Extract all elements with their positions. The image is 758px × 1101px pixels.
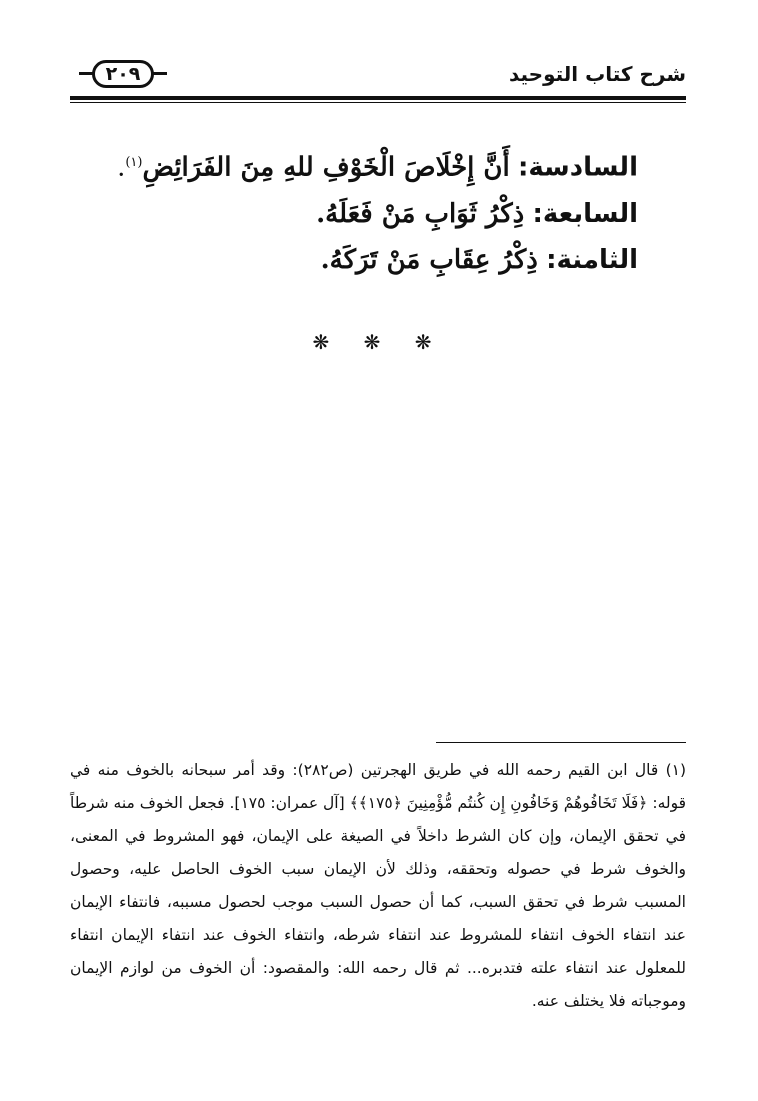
footnote-text: (١) قال ابن القيم رحمه الله في طريق الهجرتين (ص٢٨٢): وقد أمر سبحانه بالخوف منه في قوله: ﴿فَلَا تَخَافُوهُمْ وَخَافُونِ إِن كُنتُم مُّؤْمِنِينَ ﴿١٧٥﴾﴾ [آل عمران: ١٧٥]. فجعل الخوف منه شرطاً في تحقق الإيمان، وإن كان الشرط داخلاً في الصيغة على الإيمان، فهو المشروط في المعنى، والخوف شرط في حصوله وتحققه، وذلك لأن الإيمان سبب الخوف الحاصل عليه، وحصول المسبب شرط في تحقق السبب، كما أن حصول السبب موجب لحصول مسببه، فانتفاء الإيمان عند انتفاء الخوف انتفاء للمشروط عند انتفاء شرطه، وانتفاء الخوف عند انتفاء الإيمان انتفاء للمعلول عند انتفاء علته فتدبره... ثم قال رحمه الله: والمقصود: أن الخوف من لوازم الإيمان وموجباته فلا يختلف عنه. — [70, 761, 687, 1010]
point-text: ذِكْرُ عِقَابِ مَنْ تَرَكَهُ. — [320, 244, 538, 275]
section-separator: ❋ ❋ ❋ — [312, 330, 446, 354]
footnote-marker: (١) — [125, 155, 143, 170]
header-rule-thin — [70, 102, 686, 103]
main-text — [108, 140, 638, 283]
point-eighth — [108, 237, 638, 283]
point-sixth — [108, 140, 638, 191]
page-header — [70, 58, 686, 94]
point-label: السادسة: — [518, 152, 638, 183]
page-number: ٢٠٩ — [92, 60, 154, 88]
point-label: السابعة: — [532, 198, 638, 229]
point-end: . — [117, 152, 126, 183]
book-title: شرح كتاب التوحيد — [508, 62, 686, 86]
point-label: الثامنة: — [546, 244, 638, 275]
header-rule-thick — [70, 96, 686, 100]
point-text: أَنَّ إِخْلَاصَ الْخَوْفِ للهِ مِنَ الفَرَائِضِ — [142, 152, 510, 183]
point-text: ذِكْرُ ثَوَابِ مَنْ فَعَلَهُ. — [316, 198, 525, 229]
footnote-rule — [436, 742, 686, 743]
point-seventh — [108, 191, 638, 237]
footnote — [70, 754, 686, 1018]
